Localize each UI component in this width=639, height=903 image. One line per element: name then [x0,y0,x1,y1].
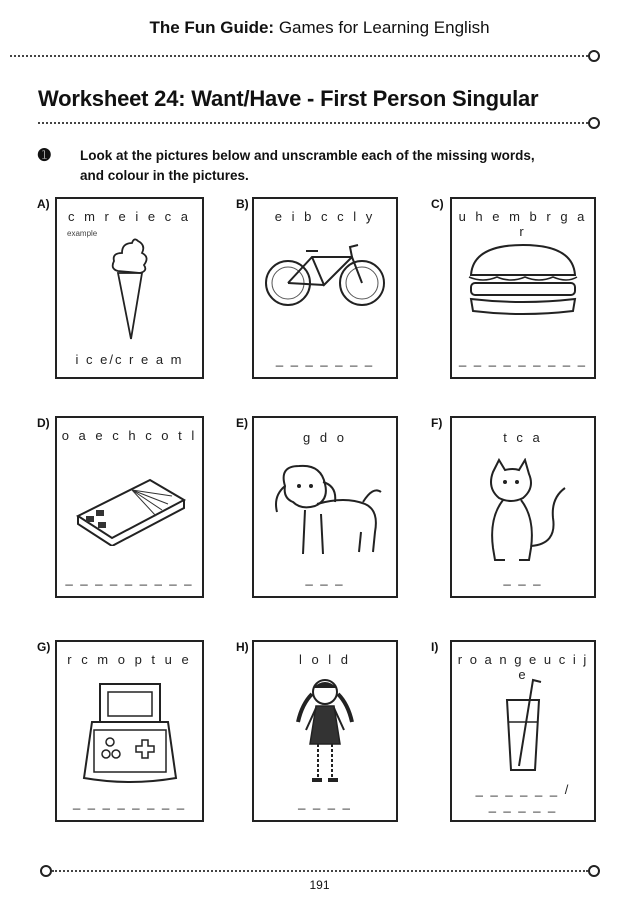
worksheet-title: Worksheet 24: Want/Have - First Person Singular [38,86,539,111]
guide-subtitle: Games for Learning English [278,18,490,37]
answer-line: _ _ _ _ _ _ _ _ [72,795,187,810]
answer-line [452,782,594,814]
juice-glass-icon [493,678,553,774]
card-label-b: B) [236,197,249,211]
scrambled-word: r c m o p t u e [67,652,192,667]
card-i [450,640,596,822]
scrambled-word: r o a n g e u c i j e [457,652,589,682]
card-label-i: I) [431,640,439,654]
cat-icon [473,458,573,568]
title-ring-icon [588,117,600,129]
answer-line-first: _ _ _ _ _ _ / [475,782,571,797]
scrambled-word: e i b c c l y [274,209,376,224]
card-label-g: G) [37,640,51,654]
dog-icon [265,456,385,566]
guide-brand: The Fun Guide: [149,18,275,37]
card-f [450,416,596,598]
card-label-a: A) [37,197,50,211]
answer-line: _ _ _ [503,571,543,586]
card-d [55,416,204,598]
scrambled-word: g d o [303,430,347,445]
bottom-right-ring-icon [588,865,600,877]
instruction-text: Look at the pictures below and unscramble each of the missing words, and colour in the pictures. [80,148,535,183]
bicycle-icon [260,239,390,311]
answer-line: _ _ _ _ _ _ _ _ _ [65,571,194,586]
doll-icon [290,674,360,790]
ice-cream-icon [100,235,160,345]
answer-line: _ _ _ [305,571,345,586]
bottom-left-ring-icon [40,865,52,877]
example-note: example [67,229,98,238]
answer-line: _ _ _ _ _ _ _ _ _ [459,352,587,367]
answer-line: _ _ _ _ [298,795,352,810]
card-c [450,197,596,379]
card-g [55,640,204,822]
top-ring-icon [588,50,600,62]
top-dotted-rule [10,55,588,57]
answer-line-second: _ _ _ _ _ [488,798,558,813]
instruction-bullet-icon: ➊ [38,147,51,164]
title-dotted-rule [38,122,588,124]
handheld-console-icon [80,682,180,786]
scrambled-word: o a e c h c o t l [61,428,198,443]
bottom-dotted-rule [52,870,588,872]
scrambled-word: c m r e i e c a [67,209,192,224]
scrambled-word: u h e m b r g a r [458,209,588,239]
card-h [252,640,398,822]
chocolate-icon [72,466,188,546]
card-label-e: E) [236,416,248,430]
card-label-d: D) [37,416,50,430]
card-label-f: F) [431,416,443,430]
card-label-h: H) [236,640,249,654]
page-number: 191 [309,878,330,892]
card-label-c: C) [431,197,444,211]
card-e [252,416,398,598]
answer-line: i c e/c r e a m [75,352,184,367]
answer-line: _ _ _ _ _ _ _ [275,352,375,367]
hamburger-icon [463,239,583,319]
guide-header [0,18,639,38]
scrambled-word: t c a [503,430,543,445]
scrambled-word: l o l d [298,652,352,667]
card-a [55,197,204,379]
card-b [252,197,398,379]
